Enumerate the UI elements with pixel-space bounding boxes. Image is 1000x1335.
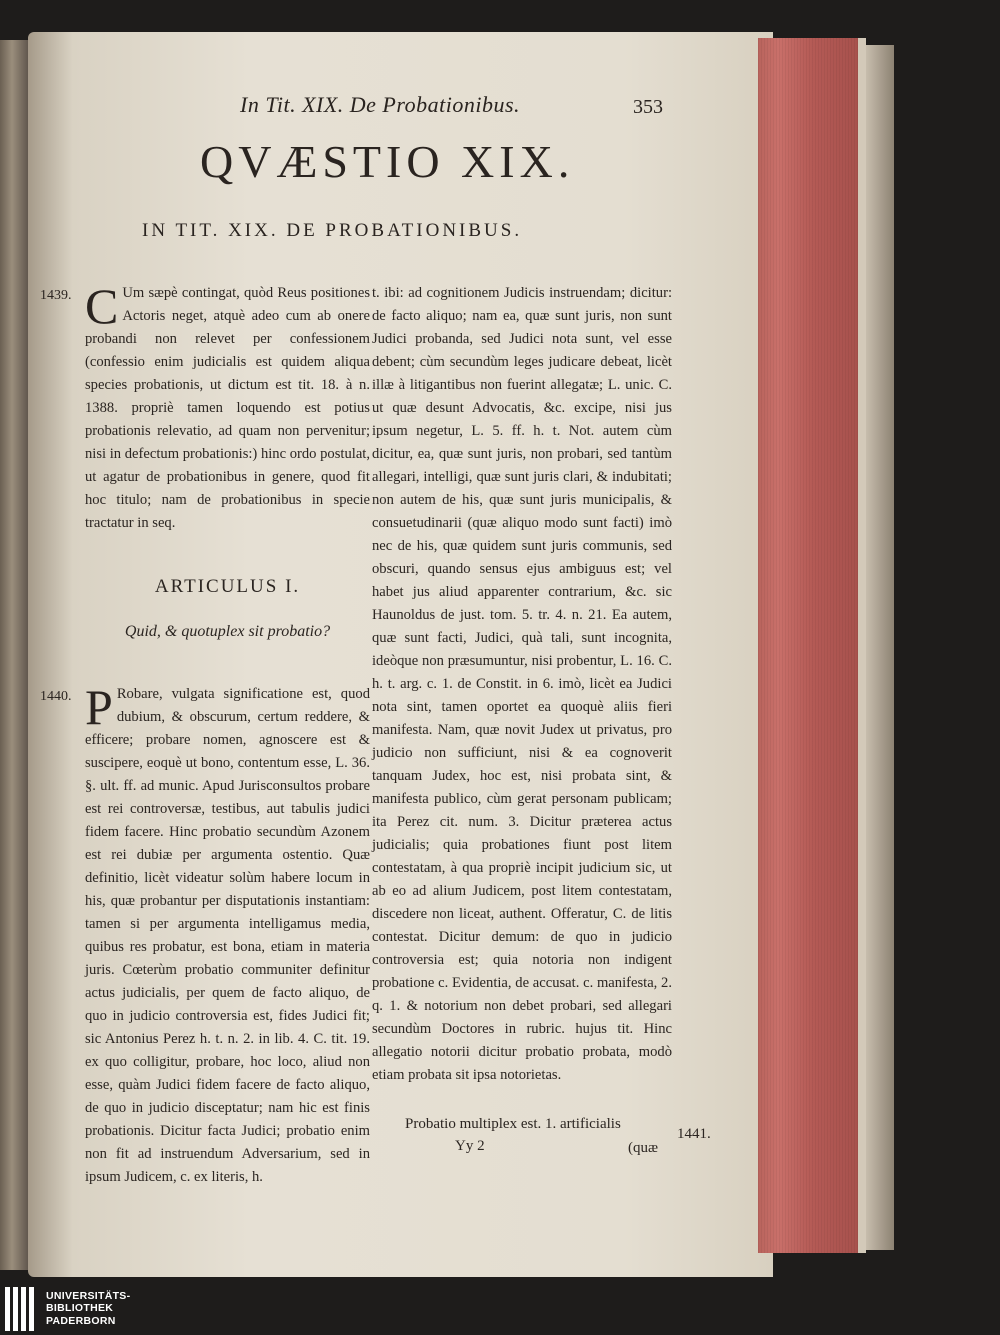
library-logo (0, 1282, 130, 1335)
logo-line-1: UNIVERSITÄTS- (46, 1289, 131, 1302)
last-line: Probatio multiplex est. 1. artificialis (405, 1116, 621, 1132)
dropcap: C (85, 278, 119, 334)
paragraph-1439 (40, 278, 370, 535)
left-column (40, 278, 370, 1189)
catchword: (quæ (628, 1140, 658, 1156)
paragraph-text: Robare, vulgata significatione est, quod dubium, & obscurum, certum reddere, & efficere; probare nomen, agnoscere est & suscipere, eoquè ut bono, contentum esse, L. 36. §. ult. ff. ad munic. Apud Jurisconsultos probare est rei controversæ, testibus, aut tabulis judici fidem facere. Hinc probatio secundùm Azonem est rei dubiæ per argumenta ostentio. Quæ definitio, licèt videatur solùm habere locum in his, quæ probantur per disputationis instantiam: tamen si per argumenta intelligamus media, quibus res probatur, est bona, etiam in materia juris. Cœterùm probatio communiter definitur actus judicialis, per quem de facto aliquo, de quo in judicio controversia est, fides Judici fit; sic Antonius Perez h. t. n. 2. in lib. 4. C. tit. 19. ex quo colligitur, probare, hoc loco, aliud non esse, quàm Judici fidem facere de facto aliquo, de quo in judicio disceptatur; nam hic est finis probationis. Dicitur facta Judici; probatio enim non fit ad instruendum Adversarium, sed in ipsum Judicem, c. ex literis, h. (85, 686, 370, 1185)
page-subtitle: IN TIT. XIX. DE PROBATIONIBUS. (142, 220, 523, 241)
page-number: 353 (633, 96, 663, 118)
right-column (372, 282, 672, 1087)
logo-line-2: BIBLIOTHEK (46, 1302, 114, 1315)
running-head: In Tit. XIX. De Probationibus. (240, 92, 521, 117)
book-cover-edge (866, 45, 894, 1250)
signature-mark: Yy 2 (455, 1138, 485, 1154)
paragraph-1440 (40, 679, 370, 1189)
article-heading: ARTICULUS I. (154, 576, 301, 597)
page-title: QVÆSTIO XIX. (200, 136, 575, 187)
margin-number: 1440. (40, 689, 72, 704)
logo-text (46, 1290, 130, 1328)
dropcap: P (85, 679, 113, 735)
logo-line-3: PADERBORN (46, 1314, 116, 1327)
margin-number: 1439. (40, 288, 72, 303)
red-fore-edge (758, 38, 866, 1253)
facing-page-edge (0, 40, 30, 1270)
article-question: Quid, & quotuplex sit probatio? (124, 623, 331, 640)
paragraph-text: Um sæpè contingat, quòd Reus positiones Actoris neget, atquè adeo cum ab onere probandi non relevet per confessionem (confessio enim judicialis est quidem aliqua species probationis, ut dictum est tit. 18. à n. 1388. propriè tamen loquendo est potius probationis relevatio, ad quam non pervenitur; nisi in defectum probationis:) hinc ordo postulat, ut agatur de probationibus in genere, quod fit hoc titulo; nam de probationibus in specie tractatur in seq. (85, 285, 370, 531)
margin-number-1441: 1441. (677, 1126, 711, 1142)
logo-bars-icon (5, 1287, 34, 1331)
right-column-text: t. ibi: ad cognitionem Judicis instruendam; dicitur: de facto aliquo; nam ea, quæ sunt juris, non sunt Judici probanda, sed Judici nota sunt, vel esse debent; cùm secundùm leges judicare debeat, licèt illæ à litigantibus non fuerint allegatæ; L. unic. C. ut quæ desunt Advocatis, &c. excipe, nisi jus ipsum negetur, L. 5. ff. h. t. Not. autem cùm dicitur, ea, quæ sunt juris, non probari, sed tantùm allegari, intelligi, quæ sunt juris clari, & indubitati; non autem de his, quæ sunt juris municipalis, & consuetudinarii (quæ aliquo modo sunt facti) imò nec de his, quæ quidem sunt juris communis, sed obscuri, quando sensus ejus ambiguus est; vel habet jus aliud apparenter contrarium, &c. sic Haunoldus de just. tom. 5. tr. 4. n. 21. Ea autem, quæ sunt facti, Judici, quà tali, sunt incognita, ideòque non præsumuntur, nisi probentur, L. 16. C. h. t. arg. c. 1. de Constit. in 6. imò, licèt ea Judici nota sint, tamen oportet ea quoquè aliis fieri manifesta. Nam, quæ novit Judex ut privatus, pro judicio non sufficiunt, nisi & ea cognoverit tanquam Judex, hoc est, nisi probata sint, & manifesta publico, cùm gerat personam publicam; ita Perez cit. num. 3. Dicitur præterea actus judicialis; quia probationes fiunt post litem contestatam, à qua propriè incipit judicium sic, ut ab eo ad alium Judicem, post litem contestatam, discedere non liceat, authent. Offeratur, C. de litis contestat. Dicitur demum: de quo in judicio controversia est; quia notoria non indigent probatione c. Evidentia, de accusat. c. manifesta, 2. q. 1. & notorium non debet probari, sed allegari secundùm Doctores in rubric. hujus tit. Hinc allegatio notorii dicitur probatio probata, modò etiam probata sit ipsa notorietas. (372, 285, 672, 1083)
